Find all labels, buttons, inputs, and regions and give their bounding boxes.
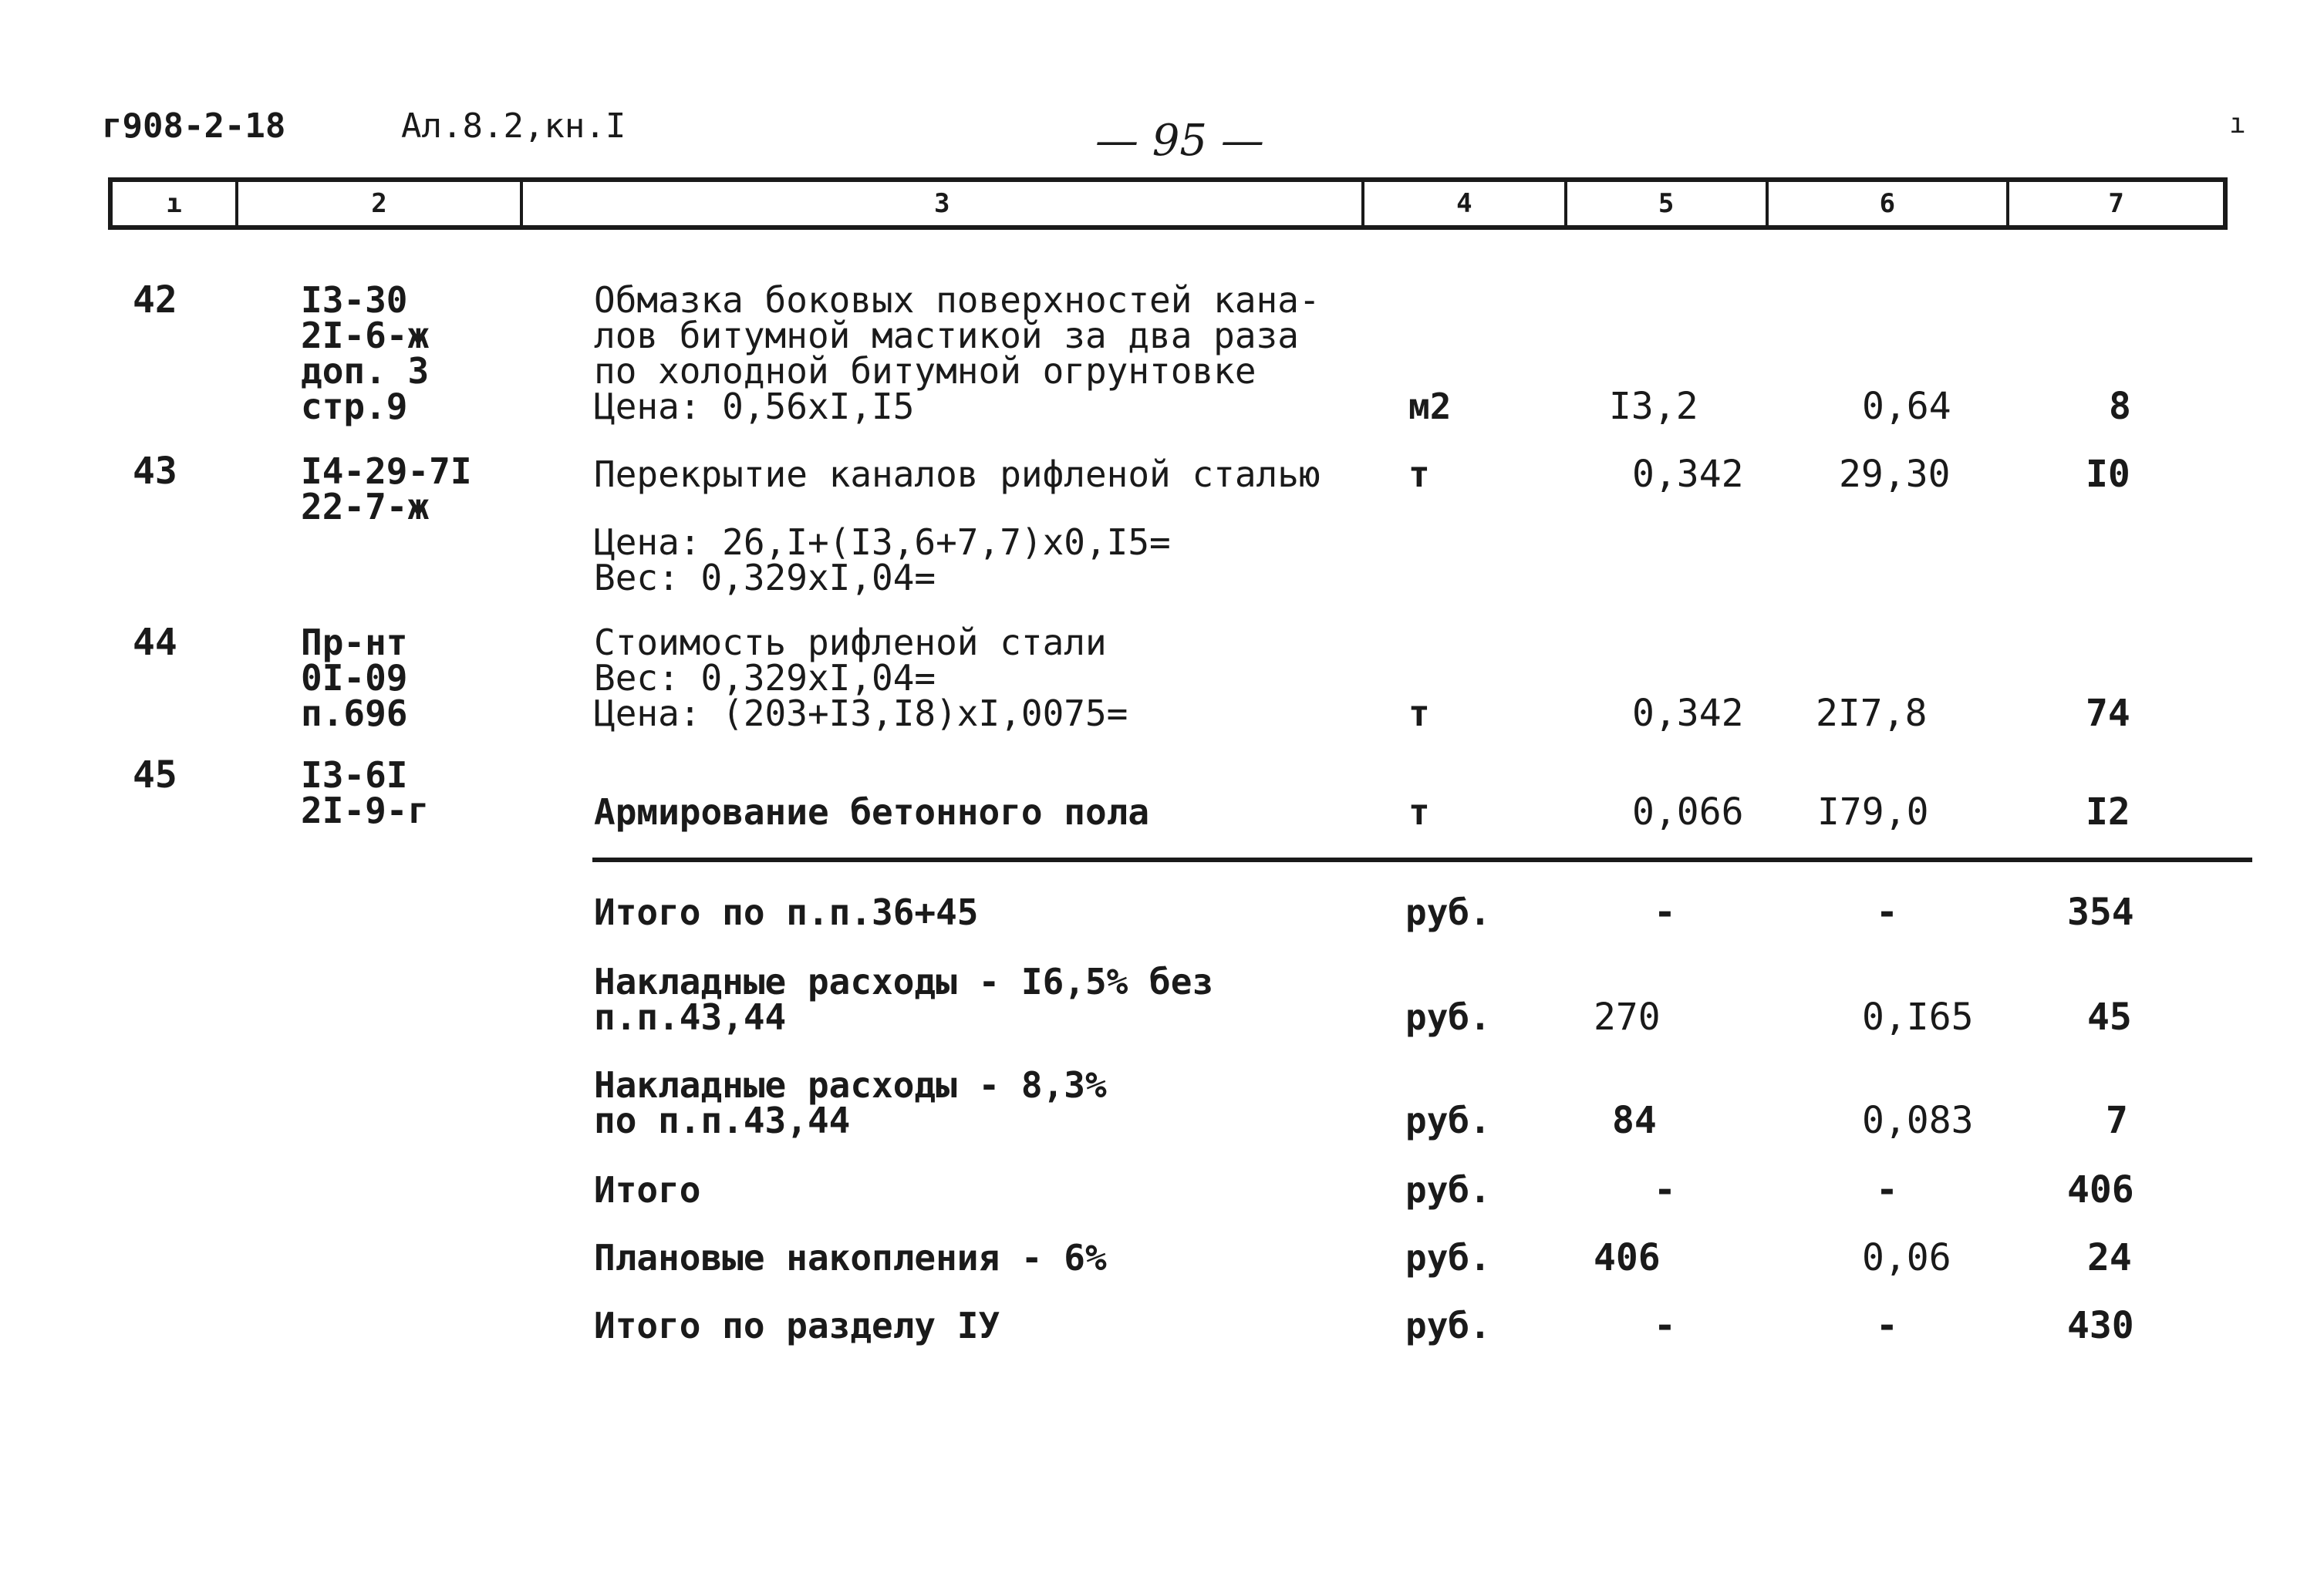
column-header-3: 3	[523, 182, 1364, 225]
summary-quantity: -	[1654, 1168, 1676, 1212]
row-reference: I3-6I 2I-9-г	[301, 754, 430, 831]
row-price: 29,30	[1839, 453, 1951, 496]
summary-description: Накладные расходы - 8,3% по п.п.43,44	[594, 1064, 1107, 1141]
row-total: I2	[2086, 790, 2130, 834]
summary-unit: руб.	[1405, 1100, 1491, 1141]
summary-unit: руб.	[1405, 1305, 1491, 1346]
summary-quantity: 84	[1612, 1099, 1657, 1142]
summary-quantity: 406	[1594, 1236, 1661, 1279]
summary-description: Итого	[594, 1169, 701, 1211]
row-unit: т	[1408, 693, 1430, 734]
row-number: 44	[133, 621, 177, 664]
summary-quantity: 270	[1594, 996, 1661, 1039]
row-price: I79,0	[1817, 790, 1929, 834]
album-reference: Ал.8.2,кн.I	[401, 106, 626, 146]
summary-total: 430	[2067, 1304, 2134, 1347]
summary-price: 0,06	[1862, 1236, 1951, 1279]
row-quantity: I3,2	[1609, 385, 1698, 428]
row-reference: I3-30 2I-6-ж доп. 3 стр.9	[301, 279, 430, 427]
summary-total: 24	[2087, 1236, 2132, 1279]
summary-price: -	[1876, 891, 1898, 934]
summary-unit: руб.	[1405, 891, 1491, 933]
row-description: Стоимость рифленой стали Вес: 0,329xI,04= Цена: (203+I3,I8)xI,0075=	[594, 622, 1128, 734]
summary-description: Итого по разделу IУ	[594, 1305, 1000, 1346]
row-unit: м2	[1408, 386, 1452, 427]
summary-description: Накладные расходы - I6,5% без п.п.43,44	[594, 961, 1214, 1038]
row-quantity: 0,342	[1632, 692, 1744, 735]
row-unit: т	[1408, 791, 1430, 833]
summary-description: Плановые накопления - 6%	[594, 1237, 1107, 1279]
summary-unit: руб.	[1405, 1169, 1491, 1211]
summary-total: 45	[2087, 996, 2132, 1039]
summary-quantity: -	[1654, 1304, 1676, 1347]
summary-unit: руб.	[1405, 1237, 1491, 1279]
column-header-4: 4	[1364, 182, 1567, 225]
column-header-2: 2	[238, 182, 522, 225]
summary-total: 406	[2067, 1168, 2134, 1212]
row-quantity: 0,342	[1632, 453, 1744, 496]
page-number: — 95 —	[1095, 116, 1264, 166]
row-quantity: 0,066	[1632, 790, 1744, 834]
row-number: 42	[133, 278, 177, 322]
row-price: 0,64	[1862, 385, 1951, 428]
row-description-detail: Цена: 26,I+(I3,6+7,7)x0,I5= Вес: 0,329xI,04=	[594, 521, 1171, 598]
row-number: 43	[133, 450, 177, 493]
summary-price: -	[1876, 1168, 1898, 1212]
summary-quantity: -	[1654, 891, 1676, 934]
row-description: Армирование бетонного пола	[594, 791, 1150, 833]
row-description: Обмазка боковых поверхностей кана- лов битумной мастикой за два раза по холодной битумной огрунтовке Цена: 0,56xI,I5	[594, 279, 1321, 427]
row-total: 74	[2086, 692, 2130, 735]
summary-price: -	[1876, 1304, 1898, 1347]
column-header-1: ı	[113, 182, 238, 225]
document-code: г908-2-18	[102, 106, 286, 146]
summary-price: 0,I65	[1862, 996, 1974, 1039]
row-price: 2I7,8	[1816, 692, 1928, 735]
corner-mark: ı	[2229, 108, 2246, 140]
column-header-5: 5	[1567, 182, 1769, 225]
row-reference: Пр-нт 0I-09 п.696	[301, 622, 408, 734]
row-unit: т	[1408, 453, 1430, 495]
column-header-7: 7	[2108, 188, 2124, 219]
row-number: 45	[133, 753, 177, 797]
summary-total: 7	[2106, 1099, 2128, 1142]
column-header-6: 6	[1769, 182, 2010, 225]
summary-unit: руб.	[1405, 996, 1491, 1038]
summary-description: Итого по п.п.36+45	[594, 891, 979, 933]
summary-total: 354	[2067, 891, 2134, 934]
row-total: I0	[2086, 453, 2130, 496]
column-header-row	[108, 177, 2228, 230]
summary-separator	[592, 858, 2252, 862]
summary-price: 0,083	[1862, 1099, 1974, 1142]
row-description: Перекрытие каналов рифленой сталью	[594, 453, 1321, 495]
row-reference: I4-29-7I 22-7-ж	[301, 450, 472, 527]
row-total: 8	[2109, 385, 2131, 428]
